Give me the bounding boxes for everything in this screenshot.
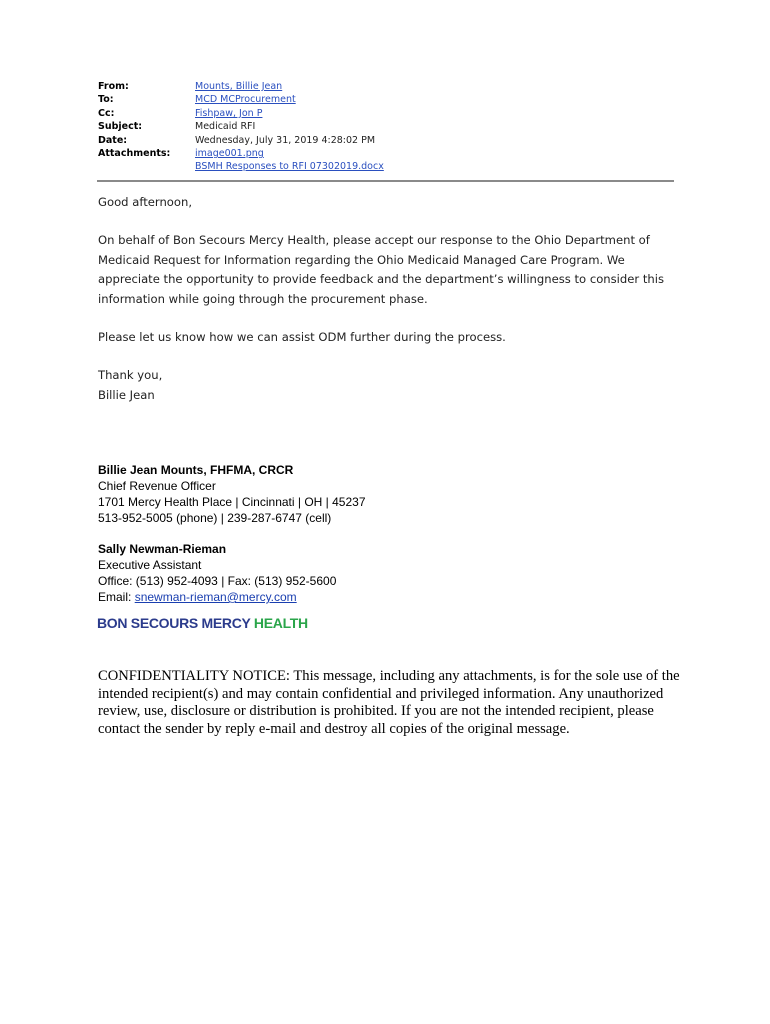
email-link[interactable]: snewman-rieman@mercy.com [134, 590, 297, 604]
email-label: Email: [98, 590, 135, 604]
signature-phones: 513-952-5005 (phone) | 239-287-6747 (cell) [98, 511, 332, 525]
company-logo [97, 615, 308, 631]
date-row [98, 134, 674, 147]
subject-label: Subject: [98, 121, 143, 133]
signature-block [98, 462, 518, 605]
date-label: Date: [98, 134, 128, 146]
assistant-title: Executive Assistant [98, 558, 202, 572]
cc-link[interactable]: Fishpaw, Jon P [195, 107, 263, 119]
from-label: From: [98, 81, 129, 92]
attachment-link[interactable]: image001.png [195, 148, 264, 160]
message-body [98, 193, 678, 405]
cc-label: Cc: [98, 107, 115, 119]
from-row [98, 80, 674, 93]
assistant-email-row [98, 589, 518, 605]
signature-name: Billie Jean Mounts, FHFMA, CRCR [98, 463, 294, 477]
to-label: To: [98, 94, 114, 106]
header-divider [97, 180, 674, 182]
attachments-label: Attachments: [98, 148, 171, 160]
assistant-office: Office: (513) 952-4093 | Fax: (513) 952-5600 [98, 574, 337, 588]
closing-name: Billie Jean [98, 387, 155, 402]
subject-value: Medicaid RFI [195, 121, 256, 133]
signature-title: Chief Revenue Officer [98, 479, 216, 493]
attachments-list [195, 147, 384, 174]
signature-address: 1701 Mercy Health Place | Cincinnati | OH | 45237 [98, 495, 366, 509]
date-value: Wednesday, July 31, 2019 4:28:02 PM [195, 134, 376, 146]
attachments-row [98, 147, 674, 174]
email-header [98, 80, 674, 174]
attachment-link[interactable]: BSMH Responses to RFI 07302019.docx [195, 161, 384, 173]
logo-text-primary: BON SECOURS MERCY [97, 615, 254, 631]
closing: Thank you, [98, 368, 163, 383]
logo-text-accent: HEALTH [253, 615, 308, 631]
to-row [98, 93, 674, 106]
confidentiality-notice: CONFIDENTIALITY NOTICE: This message, including any attachments, is for the sole use of the intended recipient(s) and may contain confidential and privileged information. Any unauthorized review, use, disclosure or distribution is prohibited. If you are not the intended recipient, please contact the sender by reply e-mail and destroy all copies of the original message. [98, 668, 680, 737]
assistant-name: Sally Newman-Rieman [98, 542, 227, 556]
subject-row [98, 120, 674, 133]
from-link[interactable]: Mounts, Billie Jean [195, 81, 283, 92]
cc-row [98, 107, 674, 120]
to-link[interactable]: MCD MCProcurement [195, 94, 296, 106]
greeting: Good afternoon, [98, 195, 193, 209]
body-paragraph: Please let us know how we can assist ODM further during the process. [98, 330, 506, 345]
body-paragraph: On behalf of Bon Secours Mercy Health, please accept our response to the Ohio Department of Medicaid Request for Information regarding the Ohio Medicaid Managed Care Program. We appreciate the opportunity to provide feedback and the department’s willingness to consider this information while going through the procurement phase. [98, 233, 664, 306]
